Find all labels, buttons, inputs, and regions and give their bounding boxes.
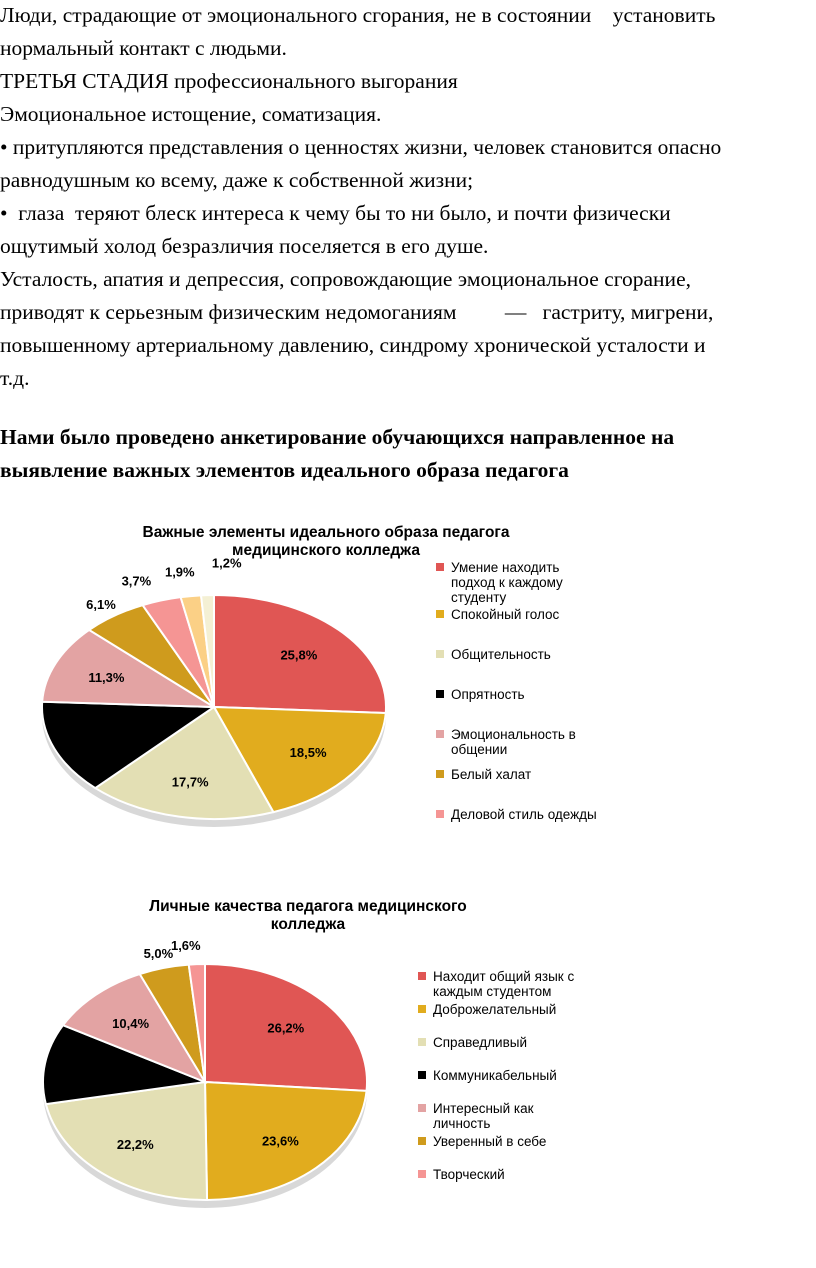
legend-label: Коммуникабельный: [433, 1068, 557, 1083]
slice-value-label: 10,4%: [112, 1015, 150, 1031]
legend-label: Эмоциональность в: [451, 727, 576, 742]
legend-swatch: [436, 563, 444, 571]
legend-swatch: [436, 650, 444, 658]
legend-label: Деловой стиль одежды: [451, 807, 597, 822]
bullet-line: ощутимый холод безразличия поселяется в его душе.: [0, 234, 489, 258]
legend-swatch: [418, 1038, 426, 1046]
legend-swatch: [418, 1071, 426, 1079]
legend-label: общении: [451, 742, 508, 757]
bullet-line: • глаза теряют блеск интереса к чему бы то ни было, и почти физически: [0, 201, 671, 225]
legend-swatch: [418, 1005, 426, 1013]
legend-label: Творческий: [433, 1167, 505, 1182]
legend-label: Опрятность: [451, 687, 525, 702]
legend-swatch: [418, 1170, 426, 1178]
legend-label: подход к каждому: [451, 575, 563, 590]
slice-value-label: 5,0%: [143, 946, 174, 962]
slice-value-label: 6,1%: [86, 597, 116, 612]
slice-value-label: 17,7%: [171, 774, 209, 790]
legend-swatch: [436, 690, 444, 698]
legend-label: Спокойный голос: [451, 607, 560, 622]
survey-heading-line: Нами было проведено анкетирование обучающихся направленное на: [0, 425, 675, 449]
legend-swatch: [436, 810, 444, 818]
legend-label: Белый халат: [451, 767, 532, 782]
chart-title: Важные элементы идеального образа педагога: [142, 524, 510, 541]
bullet-line: равнодушным ко всему, даже к собственной жизни;: [0, 168, 474, 192]
legend-swatch: [418, 1104, 426, 1112]
legend-swatch: [436, 770, 444, 778]
stage-subheading: Эмоциональное истощение, соматизация.: [0, 102, 382, 126]
paragraph-line: Люди, страдающие от эмоционального сгорания, не в состоянии установить: [0, 3, 716, 27]
pie-chart-personal-qualities: [0, 893, 816, 1223]
pie-chart-ideal-image: [0, 515, 816, 835]
paragraph-line: т.д.: [0, 366, 30, 390]
legend-label: Доброжелательный: [433, 1002, 557, 1017]
legend-swatch: [418, 1137, 426, 1145]
survey-heading-line: выявление важных элементов идеального образа педагога: [0, 458, 569, 482]
legend-label: личность: [433, 1116, 491, 1131]
legend-label: Умение находить: [451, 560, 560, 575]
chart-title: колледжа: [270, 916, 346, 933]
legend-label: Уверенный в себе: [433, 1134, 547, 1149]
legend-label: Находит общий язык с: [433, 969, 575, 984]
slice-value-label: 18,5%: [289, 745, 327, 761]
paragraph-line: повышенному артериальному давлению, синдрому хронической усталости и: [0, 333, 706, 357]
chart-title: медицинского колледжа: [232, 542, 420, 559]
legend-swatch: [418, 972, 426, 980]
slice-value-label: 25,8%: [280, 647, 318, 663]
legend-label: Интересный как: [433, 1101, 534, 1116]
slice-value-label: 26,2%: [267, 1020, 305, 1036]
legend-label: студенту: [451, 590, 507, 605]
slice-value-label: 23,6%: [261, 1133, 299, 1149]
paragraph-line: нормальный контакт с людьми.: [0, 36, 287, 60]
bullet-line: • притупляются представления о ценностях жизни, человек становится опасно: [0, 135, 722, 159]
slice-value-label: 3,7%: [121, 573, 152, 589]
chart-title: Личные качества педагога медицинского: [149, 898, 467, 915]
slice-value-label: 1,6%: [170, 937, 201, 953]
stage-heading: ТРЕТЬЯ СТАДИЯ профессионального выгорания: [0, 69, 458, 93]
slice-value-label: 11,3%: [88, 670, 125, 686]
paragraph-line: Усталость, апатия и депрессия, сопровождающие эмоциональное сгорание,: [0, 267, 691, 291]
paragraph-line: приводят к серьезным физическим недомоганиям — гастриту, мигрени,: [0, 300, 714, 324]
legend-label: Общительность: [451, 647, 551, 662]
legend-swatch: [436, 730, 444, 738]
slice-value-label: 1,9%: [164, 564, 195, 580]
slice-value-label: 22,2%: [116, 1137, 154, 1153]
legend-swatch: [436, 610, 444, 618]
legend-label: Справедливый: [433, 1035, 528, 1050]
slice-value-label: 1,2%: [211, 555, 242, 571]
legend-label: каждым студентом: [433, 984, 552, 999]
